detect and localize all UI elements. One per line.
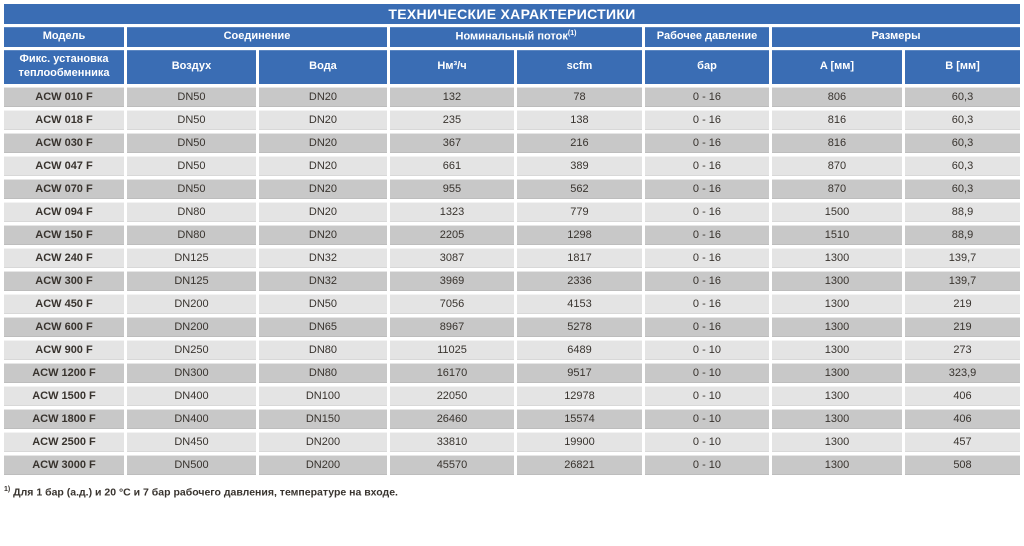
working-pressure-cell: 0 - 16 [645,133,769,153]
dimension-a-cell: 806 [772,87,902,107]
dimension-a-cell: 870 [772,156,902,176]
water-connection-cell: DN50 [259,294,387,314]
air-connection-cell: DN50 [127,133,256,153]
dimension-a-cell: 816 [772,110,902,130]
table-row [4,179,1020,199]
dimension-b-cell: 60,3 [905,156,1020,176]
table-row [4,432,1020,452]
nominal-flow-scfm-cell: 26821 [517,455,642,475]
nominal-flow-scfm-cell: 9517 [517,363,642,383]
nominal-flow-nm3h-cell: 11025 [390,340,514,360]
air-connection-cell: DN200 [127,294,256,314]
table-row [4,409,1020,429]
air-connection-cell: DN125 [127,248,256,268]
dimension-a-cell: 1300 [772,340,902,360]
air-connection-cell: DN500 [127,455,256,475]
dimension-b-cell: 219 [905,317,1020,337]
dimension-a-cell: 1300 [772,317,902,337]
dimension-b-cell: 60,3 [905,110,1020,130]
dimension-b-cell: 406 [905,386,1020,406]
model-cell: ACW 070 F [4,179,124,199]
water-connection-cell: DN32 [259,248,387,268]
table-row [4,294,1020,314]
water-connection-cell: DN65 [259,317,387,337]
water-connection-cell: DN200 [259,432,387,452]
air-connection-cell: DN50 [127,179,256,199]
air-connection-cell: DN80 [127,202,256,222]
table-title: ТЕХНИЧЕСКИЕ ХАРАКТЕРИСТИКИ [4,4,1020,24]
subheader-nm3h: Нм³/ч [390,50,514,84]
table-row [4,133,1020,153]
table-row [4,248,1020,268]
nominal-flow-nm3h-cell: 367 [390,133,514,153]
model-cell: ACW 047 F [4,156,124,176]
subheader-bar: бар [645,50,769,84]
working-pressure-cell: 0 - 16 [645,110,769,130]
subheader-b-mm: B [мм] [905,50,1020,84]
air-connection-cell: DN450 [127,432,256,452]
nominal-flow-nm3h-cell: 45570 [390,455,514,475]
dimension-a-cell: 1300 [772,248,902,268]
nominal-flow-nm3h-cell: 22050 [390,386,514,406]
header-nominal-flow-label: Номинальный поток [455,30,568,43]
nominal-flow-scfm-cell: 78 [517,87,642,107]
nominal-flow-nm3h-cell: 955 [390,179,514,199]
dimension-a-cell: 1300 [772,271,902,291]
nominal-flow-scfm-cell: 1817 [517,248,642,268]
nominal-flow-scfm-cell: 12978 [517,386,642,406]
technical-specs-table [1,1,1023,478]
nominal-flow-nm3h-cell: 2205 [390,225,514,245]
model-cell: ACW 900 F [4,340,124,360]
working-pressure-cell: 0 - 16 [645,179,769,199]
table-row [4,455,1020,475]
nominal-flow-nm3h-cell: 16170 [390,363,514,383]
dimension-a-cell: 816 [772,133,902,153]
header-connection: Соединение [127,27,387,47]
air-connection-cell: DN80 [127,225,256,245]
dimension-a-cell: 1300 [772,455,902,475]
nominal-flow-scfm-cell: 5278 [517,317,642,337]
table-row [4,363,1020,383]
header-working-pressure: Рабочее давление [645,27,769,47]
water-connection-cell: DN20 [259,156,387,176]
working-pressure-cell: 0 - 16 [645,271,769,291]
table-row [4,110,1020,130]
model-cell: ACW 450 F [4,294,124,314]
table-row [4,156,1020,176]
table-body [4,87,1020,475]
working-pressure-cell: 0 - 10 [645,363,769,383]
nominal-flow-scfm-cell: 138 [517,110,642,130]
nominal-flow-nm3h-cell: 661 [390,156,514,176]
water-connection-cell: DN20 [259,87,387,107]
nominal-flow-scfm-cell: 1298 [517,225,642,245]
water-connection-cell: DN32 [259,271,387,291]
dimension-a-cell: 1300 [772,386,902,406]
nominal-flow-nm3h-cell: 8967 [390,317,514,337]
dimension-a-cell: 870 [772,179,902,199]
air-connection-cell: DN300 [127,363,256,383]
dimension-b-cell: 60,3 [905,87,1020,107]
air-connection-cell: DN50 [127,87,256,107]
air-connection-cell: DN50 [127,110,256,130]
working-pressure-cell: 0 - 16 [645,225,769,245]
water-connection-cell: DN80 [259,340,387,360]
header-nominal-flow-footnote-ref: (1) [567,29,577,37]
air-connection-cell: DN250 [127,340,256,360]
water-connection-cell: DN20 [259,133,387,153]
dimension-b-cell: 139,7 [905,248,1020,268]
nominal-flow-scfm-cell: 2336 [517,271,642,291]
subheader-water: Вода [259,50,387,84]
sub-header-row [4,50,1020,84]
working-pressure-cell: 0 - 10 [645,386,769,406]
table-row [4,317,1020,337]
working-pressure-cell: 0 - 16 [645,294,769,314]
subheader-model-type: Фикс. установка теплообменника [4,50,124,84]
header-model: Модель [4,27,124,47]
dimension-b-cell: 60,3 [905,133,1020,153]
nominal-flow-nm3h-cell: 33810 [390,432,514,452]
nominal-flow-nm3h-cell: 7056 [390,294,514,314]
header-nominal-flow [390,27,642,47]
model-cell: ACW 1800 F [4,409,124,429]
working-pressure-cell: 0 - 10 [645,455,769,475]
dimension-b-cell: 88,9 [905,202,1020,222]
table-row [4,340,1020,360]
dimension-a-cell: 1300 [772,294,902,314]
dimension-b-cell: 88,9 [905,225,1020,245]
dimension-a-cell: 1500 [772,202,902,222]
dimension-b-cell: 273 [905,340,1020,360]
dimension-a-cell: 1510 [772,225,902,245]
nominal-flow-nm3h-cell: 3087 [390,248,514,268]
model-cell: ACW 030 F [4,133,124,153]
table-row [4,225,1020,245]
air-connection-cell: DN400 [127,409,256,429]
model-cell: ACW 2500 F [4,432,124,452]
model-cell: ACW 3000 F [4,455,124,475]
water-connection-cell: DN100 [259,386,387,406]
footnote [4,486,1024,499]
dimension-b-cell: 406 [905,409,1020,429]
water-connection-cell: DN80 [259,363,387,383]
subheader-scfm: scfm [517,50,642,84]
working-pressure-cell: 0 - 10 [645,432,769,452]
air-connection-cell: DN125 [127,271,256,291]
water-connection-cell: DN150 [259,409,387,429]
dimension-b-cell: 219 [905,294,1020,314]
nominal-flow-nm3h-cell: 26460 [390,409,514,429]
air-connection-cell: DN400 [127,386,256,406]
water-connection-cell: DN200 [259,455,387,475]
working-pressure-cell: 0 - 16 [645,202,769,222]
nominal-flow-nm3h-cell: 235 [390,110,514,130]
air-connection-cell: DN50 [127,156,256,176]
water-connection-cell: DN20 [259,110,387,130]
table-row [4,202,1020,222]
footnote-text: Для 1 бар (а.д.) и 20 °C и 7 бар рабочего давления, температуре на входе. [10,486,398,499]
model-cell: ACW 018 F [4,110,124,130]
model-cell: ACW 300 F [4,271,124,291]
working-pressure-cell: 0 - 10 [645,409,769,429]
subheader-air: Воздух [127,50,256,84]
dimension-a-cell: 1300 [772,363,902,383]
working-pressure-cell: 0 - 16 [645,317,769,337]
dimension-b-cell: 508 [905,455,1020,475]
air-connection-cell: DN200 [127,317,256,337]
model-cell: ACW 150 F [4,225,124,245]
model-cell: ACW 1200 F [4,363,124,383]
model-cell: ACW 1500 F [4,386,124,406]
water-connection-cell: DN20 [259,179,387,199]
dimension-a-cell: 1300 [772,432,902,452]
title-row [4,4,1020,24]
water-connection-cell: DN20 [259,225,387,245]
model-cell: ACW 010 F [4,87,124,107]
nominal-flow-nm3h-cell: 1323 [390,202,514,222]
table-row [4,271,1020,291]
working-pressure-cell: 0 - 16 [645,87,769,107]
model-cell: ACW 600 F [4,317,124,337]
dimension-b-cell: 60,3 [905,179,1020,199]
footnote-ref: 1) [4,486,11,493]
model-cell: ACW 094 F [4,202,124,222]
subheader-a-mm: A [мм] [772,50,902,84]
nominal-flow-scfm-cell: 6489 [517,340,642,360]
nominal-flow-nm3h-cell: 132 [390,87,514,107]
group-header-row [4,27,1020,47]
dimension-b-cell: 457 [905,432,1020,452]
nominal-flow-scfm-cell: 562 [517,179,642,199]
nominal-flow-scfm-cell: 19900 [517,432,642,452]
nominal-flow-scfm-cell: 216 [517,133,642,153]
working-pressure-cell: 0 - 16 [645,248,769,268]
model-cell: ACW 240 F [4,248,124,268]
nominal-flow-scfm-cell: 4153 [517,294,642,314]
water-connection-cell: DN20 [259,202,387,222]
nominal-flow-scfm-cell: 389 [517,156,642,176]
table-row [4,386,1020,406]
dimension-b-cell: 139,7 [905,271,1020,291]
nominal-flow-nm3h-cell: 3969 [390,271,514,291]
nominal-flow-scfm-cell: 779 [517,202,642,222]
working-pressure-cell: 0 - 16 [645,156,769,176]
dimension-b-cell: 323,9 [905,363,1020,383]
dimension-a-cell: 1300 [772,409,902,429]
table-row [4,87,1020,107]
working-pressure-cell: 0 - 10 [645,340,769,360]
header-dimensions: Размеры [772,27,1020,47]
nominal-flow-scfm-cell: 15574 [517,409,642,429]
